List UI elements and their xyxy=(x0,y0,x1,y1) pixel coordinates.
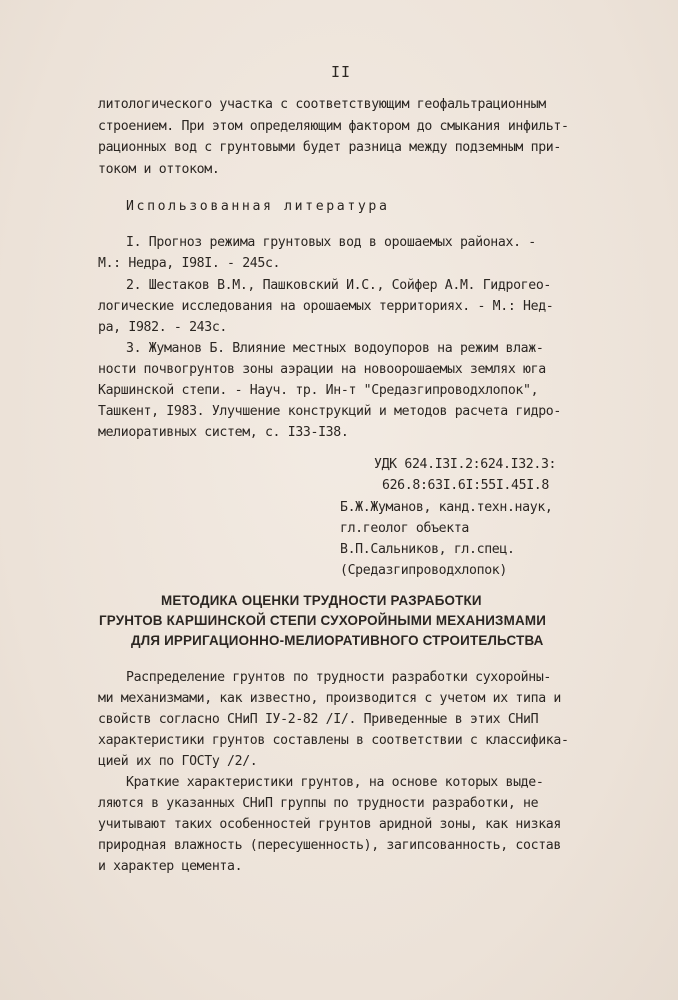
body-line: ляются в указанных СНиП группы по трудности разработки, не xyxy=(98,796,539,811)
intro-line: литологического участка с соответствующим геофальтрационным xyxy=(98,97,546,112)
page-number: II xyxy=(331,63,352,81)
reference-line: ности почвогрунтов зоны аэрации на новоорошаемых землях юга xyxy=(98,362,546,377)
intro-line: током и оттоком. xyxy=(98,162,220,177)
reference-line: Каршинской степи. - Науч. тр. Ин-т "Средазгипроводхлопок", xyxy=(98,383,539,398)
article-title-line: ГРУНТОВ КАРШИНСКОЙ СТЕПИ СУХОРОЙНЫМИ МЕХАНИЗМАМИ xyxy=(99,613,547,628)
article-title-line: ДЛЯ ИРРИГАЦИОННО-МЕЛИОРАТИВНОГО СТРОИТЕЛЬСТВА xyxy=(131,633,544,648)
author-line: Б.Ж.Жуманов, канд.техн.наук, xyxy=(340,500,553,515)
body-line: и характер цемента. xyxy=(98,859,243,874)
intro-line: рационных вод с грунтовыми будет разница между подземным при- xyxy=(98,140,561,155)
body-line: Краткие характеристики грунтов, на основе которых выде- xyxy=(126,775,544,790)
body-line: свойств согласно СНиП IУ-2-82 /I/. Приведенные в этих СНиП xyxy=(98,712,539,727)
reference-line: ра, I982. - 243с. xyxy=(98,320,228,335)
reference-line: мелиоративных систем, с. I33-I38. xyxy=(98,425,349,440)
reference-line: Ташкент, I983. Улучшение конструкций и методов расчета гидро- xyxy=(98,404,561,419)
reference-line: М.: Недра, I98I. - 245с. xyxy=(98,256,281,271)
references-heading: Использованная литература xyxy=(126,199,390,214)
udk-code: УДК 624.I3I.2:624.I32.3: xyxy=(374,457,557,472)
body-line: ми механизмами, как известно, производится с учетом их типа и xyxy=(98,691,561,706)
udk-code: 626.8:63I.6I:55I.45I.8 xyxy=(382,478,549,493)
body-line: характеристики грунтов составлены в соответствии с классифика- xyxy=(98,733,569,748)
reference-line: I. Прогноз режима грунтовых вод в орошаемых районах. - xyxy=(126,235,536,250)
author-line: В.П.Сальников, гл.спец. xyxy=(340,542,515,557)
body-line: природная влажность (пересушенность), загипсованность, состав xyxy=(98,838,561,853)
intro-line: строением. При этом определяющим фактором до смыкания инфильт- xyxy=(98,119,569,134)
reference-line: логические исследования на орошаемых территориях. - М.: Нед- xyxy=(98,299,554,314)
reference-line: 2. Шестаков В.М., Пашковский И.С., Сойфер А.М. Гидрогео- xyxy=(126,278,552,293)
article-title-line: МЕТОДИКА ОЦЕНКИ ТРУДНОСТИ РАЗРАБОТКИ xyxy=(161,593,482,608)
body-line: цией их по ГОСТу /2/. xyxy=(98,754,258,769)
author-line: гл.геолог объекта xyxy=(340,521,470,536)
author-line: (Средазгипроводхлопок) xyxy=(340,563,507,578)
reference-line: 3. Жуманов Б. Влияние местных водоупоров на режим влаж- xyxy=(126,341,544,356)
body-line: учитывают таких особенностей грунтов аридной зоны, как низкая xyxy=(98,817,561,832)
body-line: Распределение грунтов по трудности разработки сухоройны- xyxy=(126,670,552,685)
